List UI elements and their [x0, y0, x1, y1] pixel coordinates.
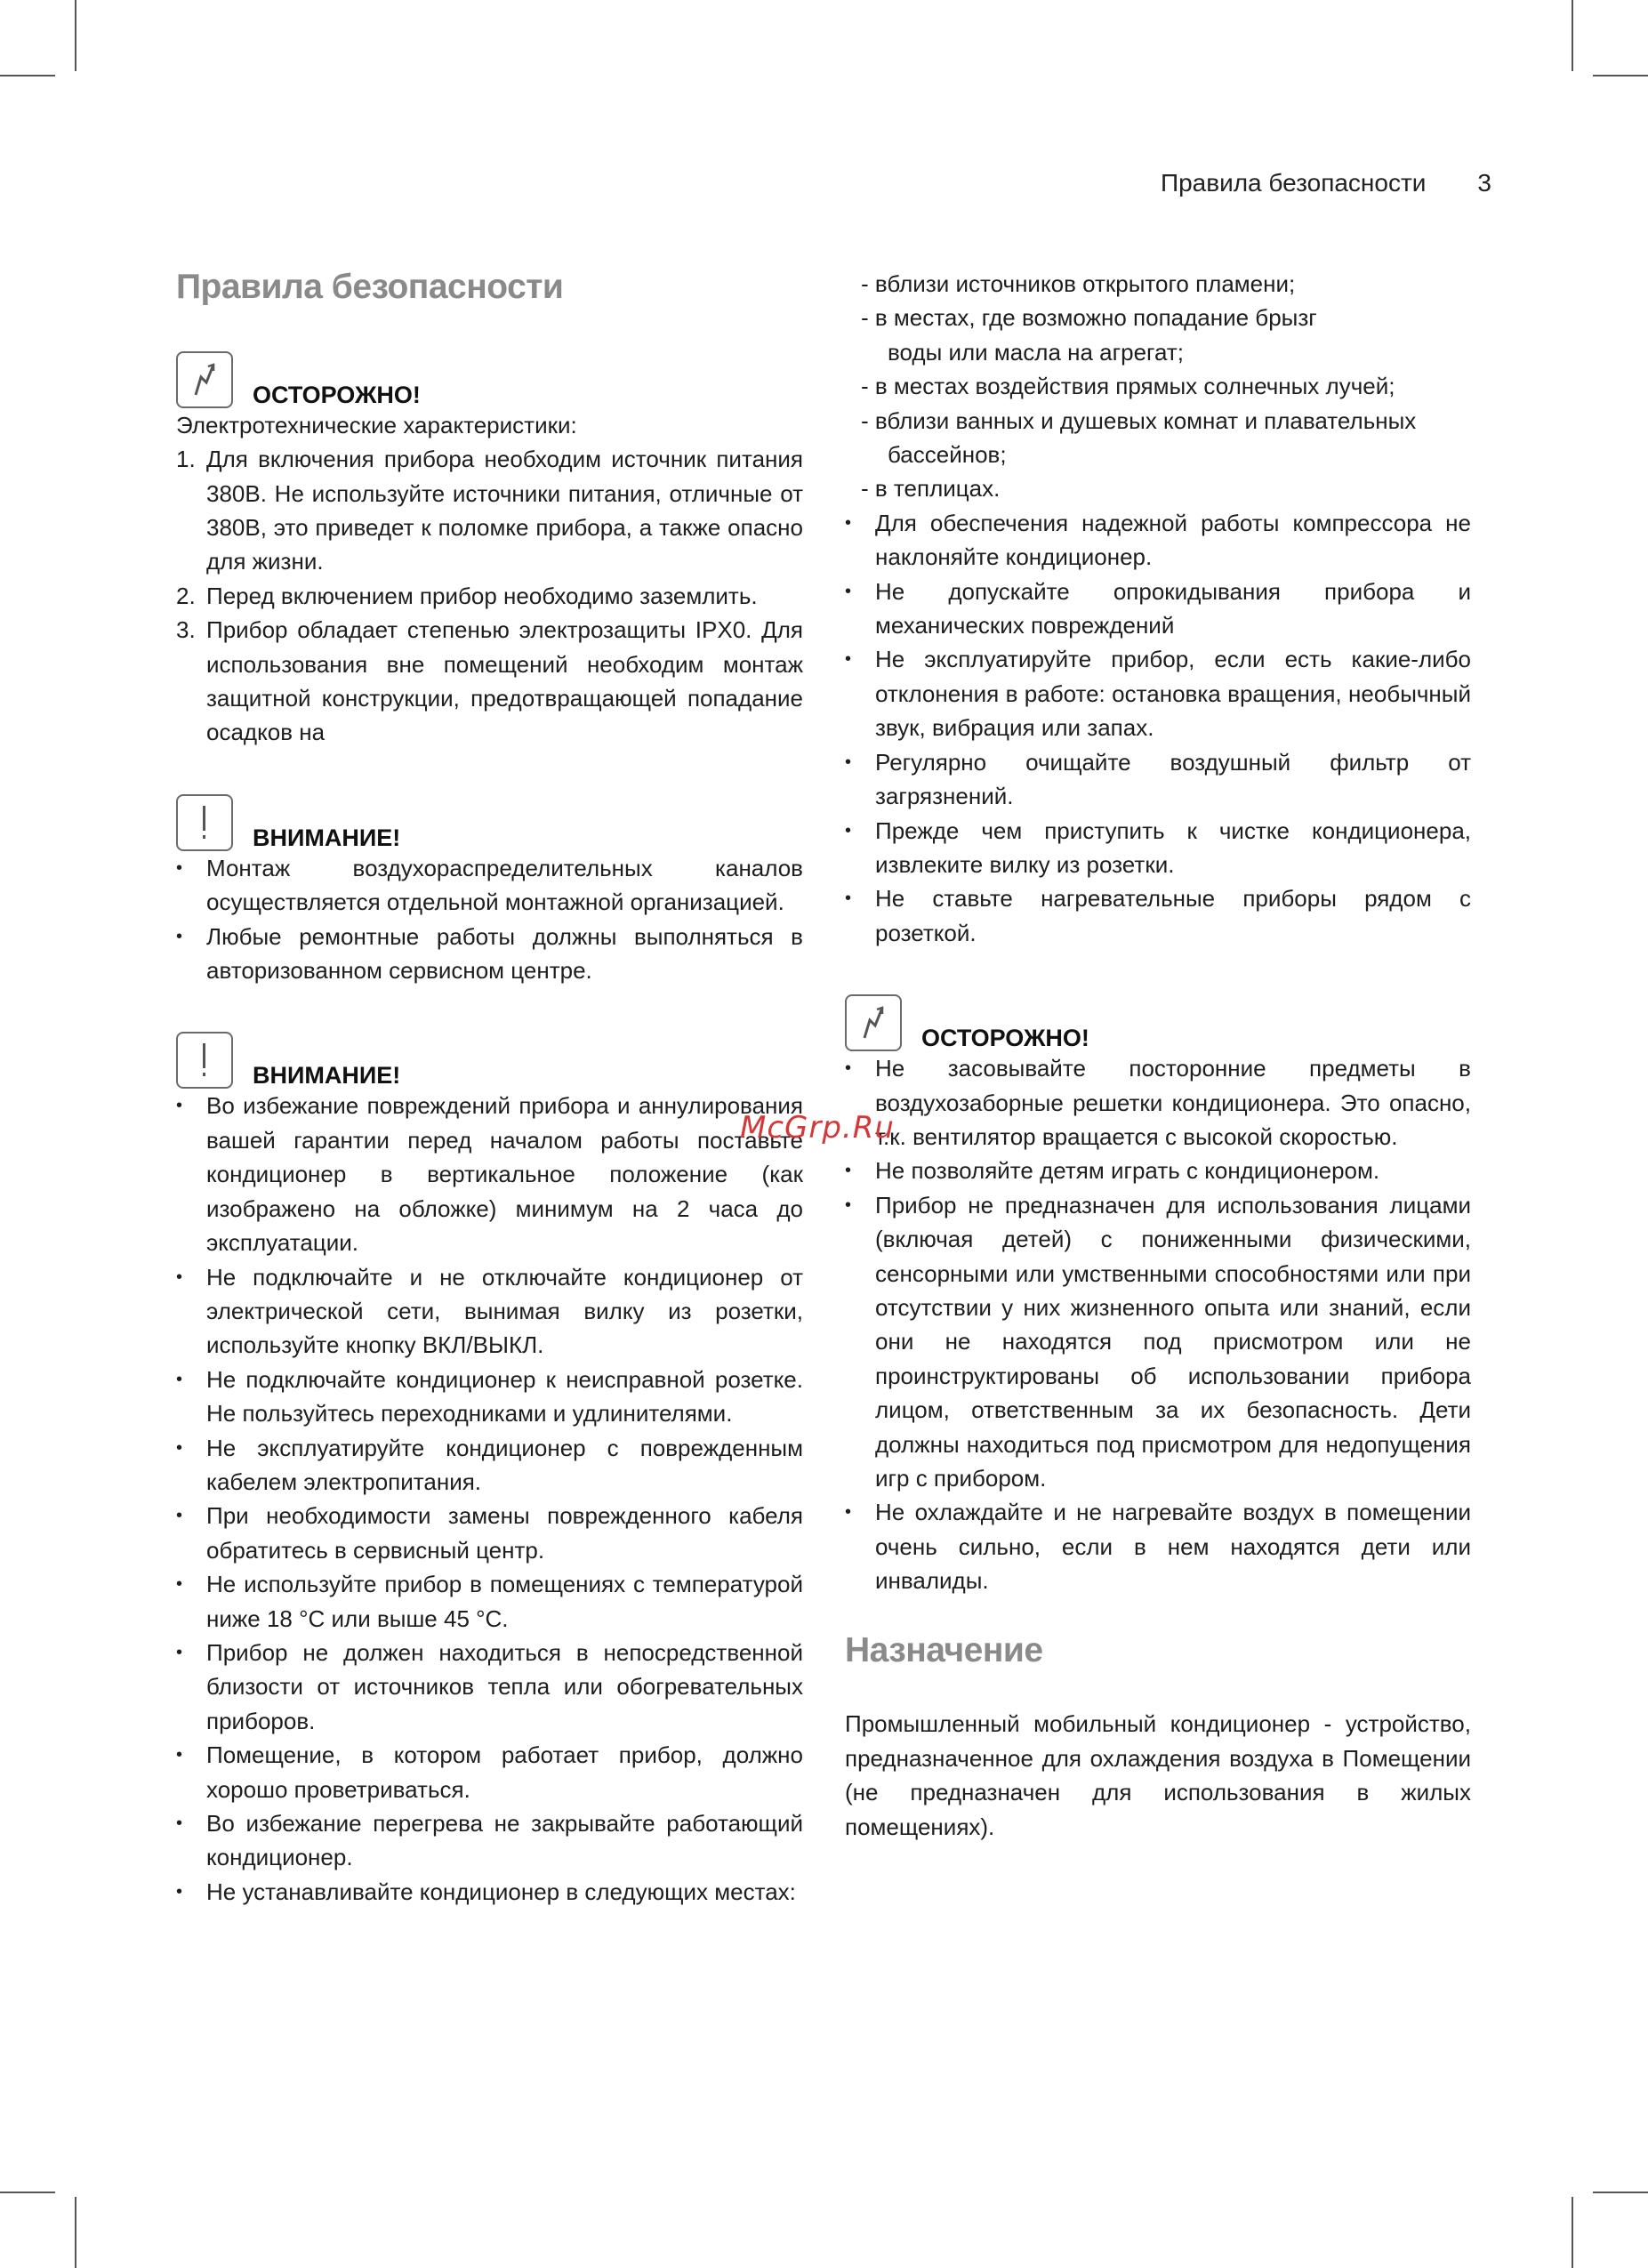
attention-list: [176, 1089, 803, 1909]
list-item: • Не используйте прибор в помещениях с температурой ниже 18 °C или выше 45 °C.: [176, 1571, 803, 1632]
list-item: 2. Перед включением прибор необходимо заземлить.: [176, 582, 758, 609]
lightning-icon: [845, 994, 902, 1051]
caution-label: ОСТОРОЖНО!: [253, 381, 421, 408]
list-item: • Прежде чем приступить к чистке кондиционера, извлеките вилку из розетки.: [845, 816, 1471, 878]
crop-mark: [75, 2197, 76, 2268]
attention-label: ВНИМАНИЕ!: [253, 824, 401, 851]
exclamation-icon: [176, 1032, 233, 1089]
list-item: • Для обеспечения надежной работы компрессора не наклоняйте кондиционер.: [845, 509, 1471, 571]
caution-list: [845, 1051, 1471, 1598]
caution-label: ОСТОРОЖНО!: [921, 1025, 1089, 1052]
list-item: • Монтаж воздухораспределительных каналов осуществляется отдельной монтажной организацией.: [176, 854, 803, 916]
left-column: [176, 267, 803, 1909]
list-item: • При необходимости замены поврежденного кабеля обратитесь в сервисный центр.: [176, 1502, 803, 1564]
place-item-continuation: бассейнов;: [888, 441, 1007, 469]
page-number: 3: [1477, 169, 1491, 197]
running-header: [1161, 169, 1491, 197]
list-item: • Не подключайте кондиционер к неисправной розетке. Не пользуйтесь переходниками и удлинителями.: [176, 1365, 803, 1428]
list-item: 3. Прибор обладает степенью электрозащиты IPX0. Для использования вне помещений необходим монтаж защитной конструкции, предотвращающей попадание осадков на: [176, 616, 803, 746]
crop-mark: [1593, 2192, 1648, 2193]
crop-mark: [1572, 0, 1573, 71]
list-item: • Регулярно очищайте воздушный фильтр от загрязнений.: [845, 748, 1471, 810]
general-list: [845, 506, 1471, 950]
watermark: McGrp.Ru: [740, 1110, 895, 1146]
list-item: • Не подключайте и не отключайте кондиционер от электрической сети, вынимая вилку из розетки, используйте кнопку ВКЛ/ВЫКЛ.: [176, 1263, 803, 1359]
purpose-text: Промышленный мобильный кондиционер - устройство, предназначенное для охлаждения воздуха в Помещении (не предназначен для использования в жилых помещениях).: [845, 1710, 1471, 1840]
list-item: • Не ставьте нагревательные приборы рядом с розеткой.: [845, 885, 1471, 946]
place-item: - в местах, где возможно попадание брызг: [861, 304, 1317, 332]
list-item: • Не эксплуатируйте кондиционер с поврежденным кабелем электропитания.: [176, 1434, 803, 1495]
attention-block: [176, 785, 803, 988]
electrical-list: [176, 442, 803, 750]
lightning-icon: [176, 351, 233, 408]
list-item: • Не эксплуатируйте прибор, если есть какие-либо отклонения в работе: остановка вращения, необычный звук, вибрация или запах.: [845, 646, 1471, 742]
list-item: • Не устанавливайте кондиционер в следующих местах:: [176, 1878, 796, 1905]
place-item: - в теплицах.: [861, 475, 1001, 503]
list-item: • Любые ремонтные работы должны выполняться в авторизованном сервисном центре.: [176, 922, 803, 985]
place-item-continuation: воды или масла на агрегат;: [888, 338, 1184, 366]
list-item: • Прибор не должен находиться в непосредственной близости от источников тепла или обогревательных приборов.: [176, 1638, 803, 1734]
place-item: - вблизи источников открытого пламени;: [861, 270, 1296, 297]
exclamation-icon: [176, 794, 233, 851]
section-title-safety: Правила безопасности: [176, 268, 564, 306]
list-item: • Во избежание перегрева не закрывайте работающий кондиционер.: [176, 1810, 803, 1871]
places-list: [845, 267, 1471, 506]
attention-list: [176, 851, 803, 988]
place-item: - в местах воздействия прямых солнечных лучей;: [861, 373, 1395, 400]
caution-block: [845, 985, 1471, 1598]
crop-mark: [0, 75, 55, 76]
electrical-intro: Электротехнические характеристики:: [176, 411, 577, 438]
list-item: • Не допускайте опрокидывания прибора и механических повреждений: [845, 577, 1471, 639]
place-item: - вблизи ванных и душевых комнат и плавательных: [861, 406, 1417, 434]
list-item: • Помещение, в котором работает прибор, должно хорошо проветриваться.: [176, 1741, 803, 1803]
list-item: • Не охлаждайте и не нагревайте воздух в помещении очень сильно, если в нем находятся дети или инвалиды.: [845, 1499, 1471, 1595]
attention-block: [176, 1023, 803, 1909]
caution-block: [176, 342, 803, 750]
list-item: • Прибор не предназначен для использования лицами (включая детей) с пониженными физическими, сенсорными или умственными способностями или при отсутствии у них жизненного опыта или знаний, если они не находятся под присмотром или не проинструктированы об использовании прибора лицом, ответственным за их безопасность. Дети должны находиться под присмотром для недопущения игр с прибором.: [845, 1191, 1471, 1492]
crop-mark: [1593, 75, 1648, 76]
crop-mark: [1572, 2197, 1573, 2268]
header-title: Правила безопасности: [1160, 169, 1427, 197]
crop-mark: [0, 2192, 55, 2193]
attention-label: ВНИМАНИЕ!: [253, 1062, 401, 1090]
list-item: 1. Для включения прибора необходим источник питания 380В. Не используйте источники питания, отличные от 380В, это приведет к поломке прибора, а также опасно для жизни.: [176, 446, 803, 575]
section-title-purpose: Назначение: [845, 1630, 1043, 1669]
crop-mark: [75, 0, 76, 71]
list-item: • Не позволяйте детям играть с кондиционером.: [845, 1157, 1380, 1185]
right-column: [845, 267, 1471, 1844]
list-item: • Во избежание повреждений прибора и аннулирования вашей гарантии перед началом работы поставьте кондиционер в вертикальное положение (как изображено на обложке) минимум на 2 часа до эксплуатации.: [176, 1092, 803, 1257]
list-item: • Не засовывайте посторонние предметы в воздухозаборные решетки кондиционера. Это опасно, т.к. вентилятор вращается с высокой скоростью.: [845, 1055, 1471, 1150]
